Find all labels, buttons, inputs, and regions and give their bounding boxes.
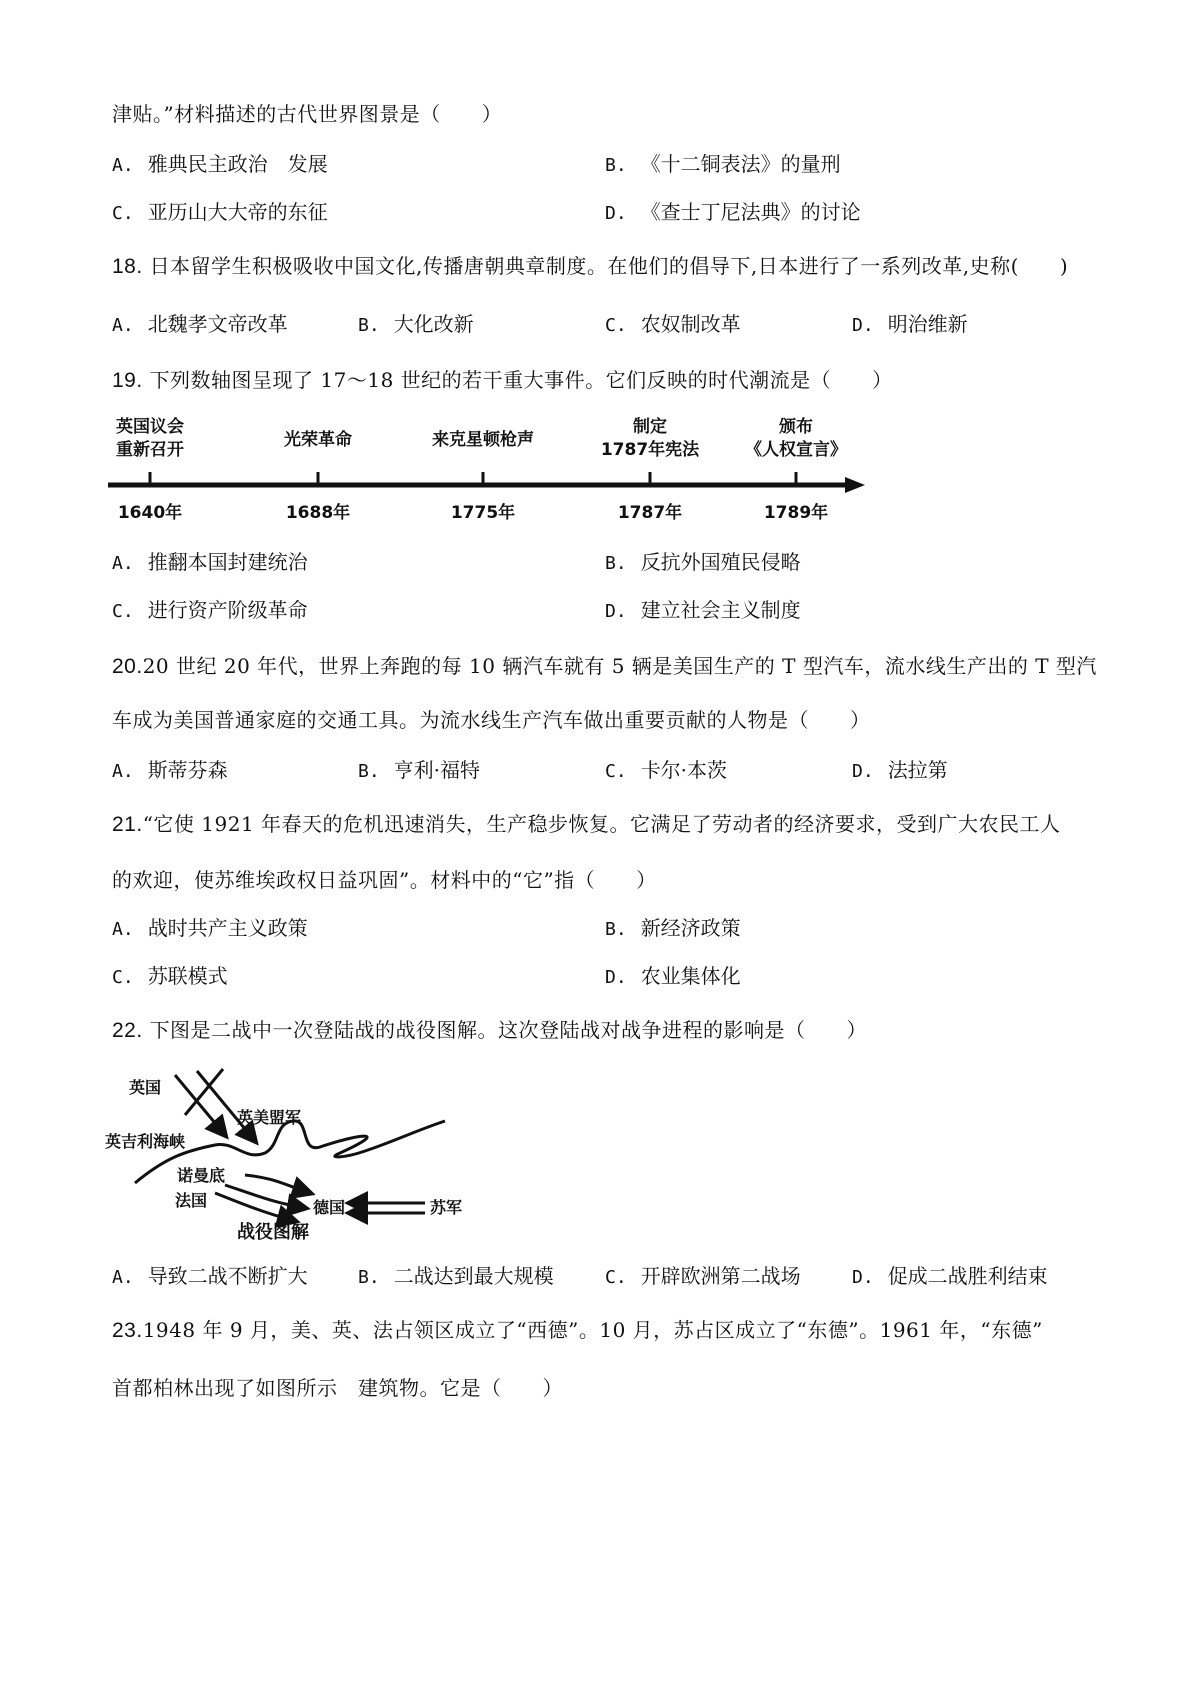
q17-option-a[interactable]: A. 雅典民主政治 发展: [112, 152, 328, 176]
q18-option-c[interactable]: C. 农奴制改革: [605, 312, 741, 336]
allied-arrow-1: [175, 1075, 225, 1135]
year-1787: 1787年: [617, 503, 683, 523]
label-france: 法国: [175, 1191, 208, 1210]
q21-option-d[interactable]: D. 农业集体化: [605, 964, 741, 988]
year-1688: 1688年: [285, 503, 351, 523]
q17-option-c[interactable]: C. 亚历山大大帝的东征: [112, 200, 328, 224]
timeline-arrow: [845, 477, 865, 493]
q17-option-d[interactable]: D. 《查士丁尼法典》的讨论: [605, 200, 861, 224]
q17-stem-tail: 津贴。”材料描述的古代世界图景是（ ）: [112, 102, 503, 126]
label-uk: 英国: [129, 1078, 162, 1097]
q19-option-c[interactable]: C. 进行资产阶级革命: [112, 598, 308, 622]
q21-stem-line2: 的欢迎，使苏维埃政权日益巩固”。材料中的“它”指（ ）: [112, 868, 657, 892]
label-channel: 英吉利海峡: [105, 1132, 186, 1151]
event-1775-line1: 来克星顿枪声: [432, 430, 534, 450]
year-1789: 1789年: [763, 503, 829, 523]
q23-stem-line1: 23.1948 年 9 月，美、英、法占领区成立了“西德”。10 月，苏占区成立了“东德”。1961 年，“东德”: [112, 1318, 1043, 1342]
q21-option-a[interactable]: A. 战时共产主义政策: [112, 916, 308, 940]
advance-arrow-3: [215, 1193, 295, 1221]
year-1775: 1775年: [450, 503, 516, 523]
q20-stem-line1: 20.20 世纪 20 年代，世界上奔跑的每 10 辆汽车就有 5 辆是美国生产的 T 型汽车，流水线生产出的 T 型汽: [112, 654, 1097, 678]
event-1789-line2: 《人权宣言》: [745, 440, 847, 460]
q17-option-b[interactable]: B. 《十二铜表法》的量刑: [605, 152, 841, 176]
q22-option-a[interactable]: A. 导致二战不断扩大: [112, 1264, 308, 1288]
q19-stem: 19. 下列数轴图呈现了 17～18 世纪的若干重大事件。它们反映的时代潮流是（ ）: [112, 368, 893, 392]
allied-arrow-2: [197, 1071, 255, 1141]
q20-option-d[interactable]: D. 法拉第: [852, 758, 948, 782]
q22-option-d[interactable]: D. 促成二战胜利结束: [852, 1264, 1048, 1288]
event-1688-line1: 光荣革命: [284, 430, 352, 450]
q20-option-b[interactable]: B. 亨利·福特: [358, 758, 481, 782]
label-allied: 英美盟军: [237, 1108, 302, 1127]
q21-stem-line1: 21.“它使 1921 年春天的危机迅速消失，生产稳步恢复。它满足了劳动者的经济要求，受到广大农民工人: [112, 812, 1061, 836]
label-germany: 德国: [313, 1198, 346, 1217]
q23-stem-line2: 首都柏林出现了如图所示 建筑物。它是（ ）: [112, 1376, 563, 1400]
label-normandy: 诺曼底: [177, 1166, 226, 1185]
q22-stem: 22. 下图是二战中一次登陆战的战役图解。这次登陆战对战争进程的影响是（ ）: [112, 1018, 868, 1042]
timeline-figure: [100, 410, 880, 550]
q22-option-c[interactable]: C. 开辟欧洲第二战场: [605, 1264, 801, 1288]
event-1640-line1: 英国议会: [116, 417, 184, 437]
q18-option-b[interactable]: B. 大化改新: [358, 312, 474, 336]
q20-stem-line2: 车成为美国普通家庭的交通工具。为流水线生产汽车做出重要贡献的人物是（ ）: [112, 708, 871, 732]
advance-arrow-1: [245, 1175, 310, 1193]
label-soviet: 苏军: [430, 1198, 463, 1217]
q19-option-b[interactable]: B. 反抗外国殖民侵略: [605, 550, 801, 574]
q19-option-a[interactable]: A. 推翻本国封建统治: [112, 550, 308, 574]
q22-option-b[interactable]: B. 二战达到最大规模: [358, 1264, 554, 1288]
event-1640-line2: 重新召开: [116, 440, 184, 460]
q18-option-d[interactable]: D. 明治维新: [852, 312, 968, 336]
q18-stem: 18. 日本留学生积极吸收中国文化,传播唐朝典章制度。在他们的倡导下,日本进行了一系列改革,史称( ): [112, 254, 1069, 278]
q20-option-a[interactable]: A. 斯蒂芬森: [112, 758, 228, 782]
q21-option-b[interactable]: B. 新经济政策: [605, 916, 741, 940]
map-caption: 战役图解: [237, 1222, 309, 1243]
q20-option-c[interactable]: C. 卡尔·本茨: [605, 758, 728, 782]
event-1787-line1: 制定: [633, 417, 667, 437]
event-1787-line2: 1787年宪法: [600, 440, 700, 460]
battle-map-figure: [105, 1063, 485, 1243]
event-1789-line1: 颁布: [779, 417, 813, 437]
q18-option-a[interactable]: A. 北魏孝文帝改革: [112, 312, 288, 336]
year-1640: 1640年: [117, 503, 183, 523]
q21-option-c[interactable]: C. 苏联模式: [112, 964, 228, 988]
q19-option-d[interactable]: D. 建立社会主义制度: [605, 598, 801, 622]
